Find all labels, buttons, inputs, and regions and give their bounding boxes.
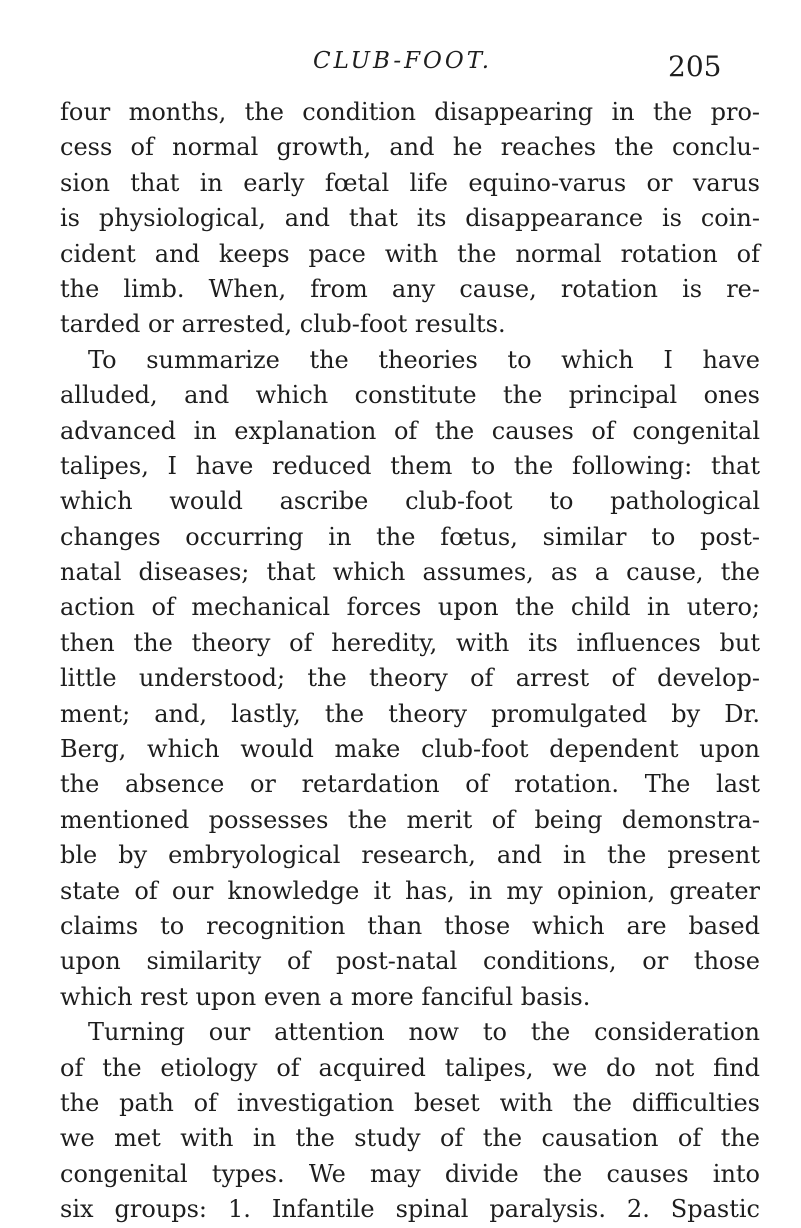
text-line: of the etiology of acquired talipes, we do not find [60,1053,760,1082]
paragraph-3 [60,1015,760,1227]
text-line: the limb. When, from any cause, rotation is re- [60,274,760,303]
paragraph-1 [60,95,760,343]
text-line: then the theory of heredity, with its influences but [60,628,760,657]
text-line: the path of investigation beset with the difficulties [60,1088,760,1117]
text-line: natal diseases; that which assumes, as a cause, the [60,558,760,587]
text-line: which would ascribe club-foot to pathological [60,487,760,516]
text-line: talipes, I have reduced them to the following: that [60,451,760,480]
text-line: ble by embryological research, and in the present [60,841,760,870]
text-line: advanced in explanation of the causes of congenital [60,416,760,445]
text-line: upon similarity of post-natal conditions, or those [60,947,760,976]
text-line: sion that in early fœtal life equino-varus or varus [60,168,760,197]
text-line: Berg, which would make club-foot dependent upon [60,735,760,764]
text-line: we met with in the study of the causation of the [60,1124,760,1153]
text-line: six groups: 1. Infantile spinal paralysis. 2. Spastic [60,1195,760,1224]
text-line: alluded, and which constitute the principal ones [60,381,760,410]
text-line: is physiological, and that its disappearance is coin- [60,204,760,233]
paragraph-2 [60,343,760,1015]
text-line: action of mechanical forces upon the child in utero; [60,593,760,622]
text-line: tarded or arrested, club-foot results. [60,310,506,339]
text-line: congenital types. We may divide the causes into [60,1159,760,1188]
body-text [60,95,760,1228]
text-line: claims to recognition than those which are based [60,911,760,940]
text-line: mentioned possesses the merit of being demonstra- [60,805,760,834]
text-line: little understood; the theory of arrest of develop- [60,664,760,693]
text-line: which rest upon even a more fanciful basis. [60,982,591,1011]
text-line: Turning our attention now to the consideration [88,1018,760,1047]
text-line: state of our knowledge it has, in my opinion, greater [60,876,760,905]
text-line: four months, the condition disappearing in the pro- [60,98,760,126]
text-line: ment; and, lastly, the theory promulgated by Dr. [60,699,760,728]
page-number: 205 [668,50,722,83]
text-line: the absence or retardation of rotation. The last [60,770,760,799]
text-line: changes occurring in the fœtus, similar to post- [60,522,760,551]
text-line: cident and keeps pace with the normal rotation of [60,239,760,268]
running-title: CLUB-FOOT. [313,48,493,74]
text-line: cess of normal growth, and he reaches the conclu- [60,133,760,162]
text-line: To summarize the theories to which I have [88,345,760,374]
